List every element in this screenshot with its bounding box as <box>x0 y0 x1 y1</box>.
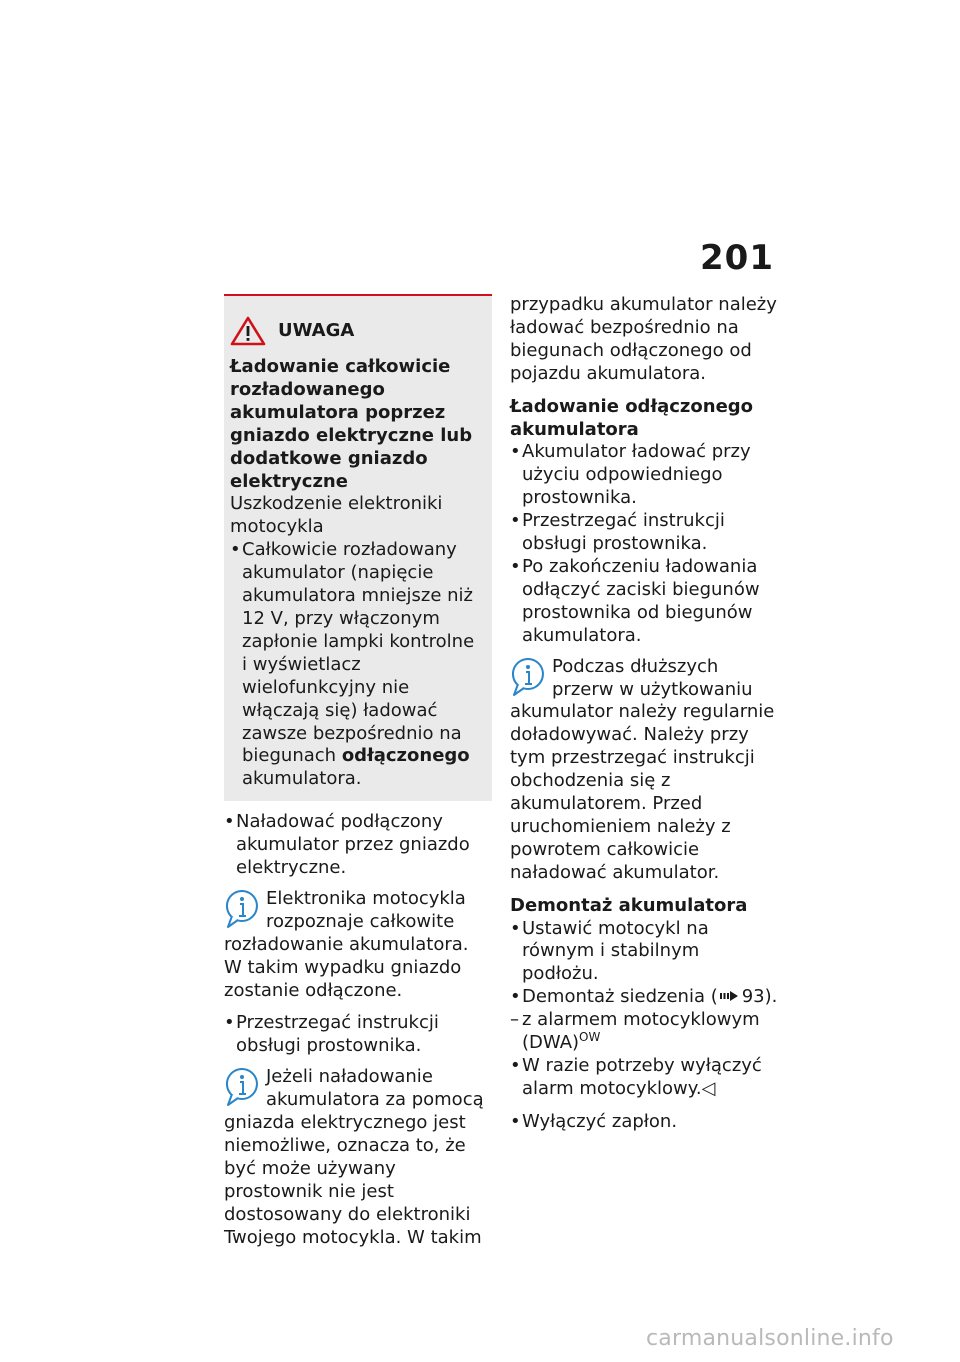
warning-consequence: Uszkodzenie elektroniki motocykla <box>230 493 443 538</box>
list-item-charger-instructions: • Przestrzegać instrukcji obsługi prostownika. <box>224 1012 492 1058</box>
list-item-seat-removal <box>510 986 778 1009</box>
warning-bullet <box>230 539 484 791</box>
warning-header <box>230 316 484 346</box>
warning-title: UWAGA <box>278 319 355 341</box>
warning-triangle-icon <box>230 316 266 346</box>
list-item: • Przestrzegać instrukcji obsługi prostownika. <box>510 510 778 556</box>
watermark: carmanualsonline.info <box>646 1326 894 1351</box>
warning-bullet-bold: odłączonego <box>341 745 470 767</box>
info-icon <box>510 656 546 698</box>
info-icon <box>224 888 260 930</box>
page-number: 201 <box>700 238 774 278</box>
info-note-2-text: Jeżeli naładowanie akumulatora za pomocą gniazda elektrycznego jest niemożliwe, oznacza to, że być może używany prostownik nie jest dostosowany do elektroniki Twojego motocykla. W takim <box>224 1066 484 1248</box>
section-heading-charging-disconnected: Ładowanie odłączonego akumulatora <box>510 395 754 440</box>
warning-bullet-end: akumulatora. <box>242 768 362 790</box>
end-of-section-icon: ◁ <box>701 1077 716 1099</box>
seat-removal-page-ref[interactable]: 93). <box>741 986 778 1008</box>
list-item: • Po zakończeniu ładowania odłączyć zaciski biegunów prostownika od biegunów akumulatora. <box>510 556 778 648</box>
alarm-off-text: W razie potrzeby wyłączyć alarm motocyklowy. <box>522 1055 762 1099</box>
list-item: • Akumulator ładować przy użyciu odpowiedniego prostownika. <box>510 441 778 510</box>
warning-box <box>224 294 492 801</box>
info-note-1 <box>224 888 492 1003</box>
info-note-3 <box>510 656 778 885</box>
info-note-2 <box>224 1066 492 1249</box>
seat-removal-text: Demontaż siedzenia ( <box>522 986 718 1008</box>
info-note-1-text: Elektronika motocykla rozpoznaje całkowite rozładowanie akumulatora. W takim wypadku gniazdo zostanie odłączone. <box>224 887 469 1001</box>
section-heading-battery-removal: Demontaż akumulatora <box>510 894 748 916</box>
list-item: • Ustawić motocykl na równym i stabilnym podłożu. <box>510 918 778 987</box>
info-note-3-text: Podczas dłuższych przerw w użytkowaniu akumulator należy regularnie doładowywać. Należy przy tym przestrzegać instrukcji obchodzenia się z akumulatorem. Przed uruchomieniem należy z powrotem całkowicie naładować akumulator. <box>510 655 775 883</box>
warning-bullet-text: Całkowicie rozładowany akumulator (napięcie akumulatora mniejsze niż 12 V, przy włączonym zapłonie lampki kontrolne i wyświetlacz wielofunkcyjny nie włączają się) ładować zawsze bezpośrednio na biegunach <box>242 539 475 767</box>
info-icon <box>224 1066 260 1108</box>
list-item-charge-socket: • Naładować podłączony akumulator przez gniazdo elektryczne. <box>224 811 492 880</box>
alarm-option-text: z alarmem motocyklowym (DWA) <box>522 1009 760 1054</box>
list-item-alarm-off <box>510 1055 778 1101</box>
page-reference-arrow-icon <box>720 990 740 1002</box>
continuation-text: przypadku akumulator należy ładować bezpośrednio na biegunach odłączonego od pojazdu akumulatora. <box>510 294 777 384</box>
option-code: OW <box>579 1030 601 1045</box>
warning-heading: Ładowanie całkowicie rozładowanego akumulatora poprzez gniazdo elektryczne lub dodatkowe gniazdo elektryczne <box>230 356 473 492</box>
list-item-alarm-option <box>510 1009 778 1055</box>
left-column <box>224 294 492 1250</box>
right-column <box>510 294 778 1134</box>
list-item-ignition-off: • Wyłączyć zapłon. <box>510 1111 778 1134</box>
